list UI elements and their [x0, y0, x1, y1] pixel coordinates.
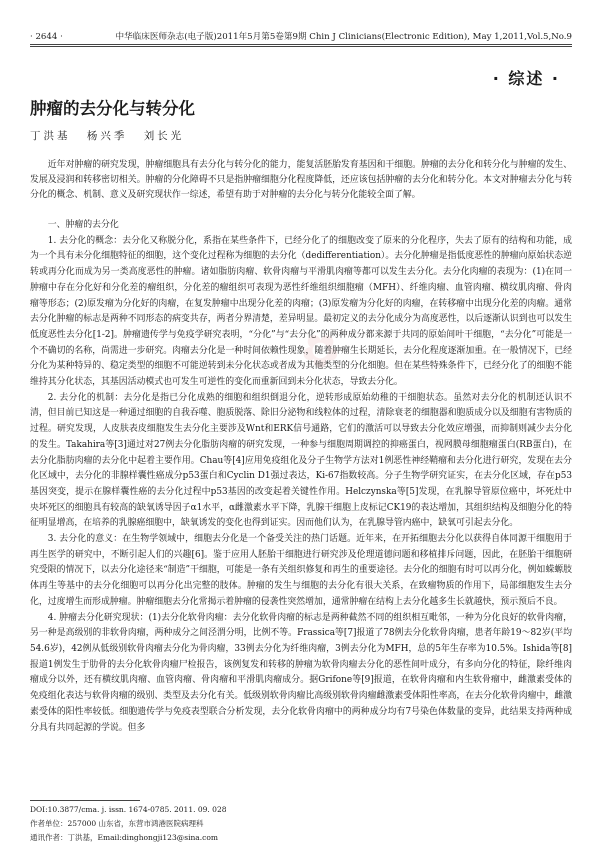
body-paragraph: 4. 肿瘤去分化研究现状：(1)去分化软骨肉瘤：去分化软骨肉瘤的标志是两种截然不同的组织相互毗邻，一种为分化良好的软骨肉瘤，另一种是高级别的非软骨肉瘤，两种成分之间泾渭分明，比例不等。Frassica等[7]报道了78例去分化软骨肉瘤，患者年龄19～82岁(平均54.6岁)，42例从低级别软骨肉瘤去分化为骨肉瘤，33例去分化为纤维肉瘤，3例去分化为MFH，总的5年生存率为10.5%。Ishida等[8]报道1例发生于肋骨的去分化软骨肉瘤尸检报告，该例复发和转移的肿瘤为软骨肉瘤去分化的恶性间叶成分，有多向分化的特征，除纤维肉瘤成分以外，还有横纹肌肉瘤、血管肉瘤、骨肉瘤和平滑肌肉瘤成分。据Grifone等[9]报道，在软骨肉瘤和内生软骨瘤中，雌激素受体的免疫组化表达与软骨肉瘤的级别、类型及去分化有关。低级别软骨肉瘤比高级别软骨肉瘤雌激素受体阳性率高，在去分化软骨肉瘤中，雌激素受体的阳性率较低。细胞遗传学与免疫表型联合分析发现，去分化软骨肉瘤中的两种成分均有7号染色体数量的变异，此结果支持两种成分具有共同起源的学说。但多 — [30, 612, 572, 733]
body-paragraph: 3. 去分化的意义：在生物学领域中，细胞去分化是一个备受关注的热门话题。近年来，在开拓细胞去分化以获得自体同源干细胞用于再生医学的研究中，不断引起人们的兴趣[6]。鉴于应用人胚胎干细胞进行研究涉及伦理道德问题和移植排斥问题，因此，在胚胎干细胞研究受限的情况下，以去分化途径来“制造”干细胞，可能是一条有关组织修复和再生的重要途径。去分化的细胞有时可以再分化，例如蝾螈肢体再生等基中的去分化细胞可以再分化出完整的肢体。肿瘤的发生与细胞的去分化有很大关系，在致瘤物质的作用下，局部细胞发生去分化，过度增生而形成肿瘤。肿瘤细胞去分化常揭示着肿瘤的侵袭性突然增加，通常肿瘤在结构上去分化越多生长就越快，预示预后不良。 — [30, 534, 572, 607]
doi: DOI:10.3877/cma. j. issn. 1674-0785. 2011. 09. 028 — [30, 805, 227, 814]
journal-citation: 中华临床医师杂志(电子版)2011年5月第5卷第9期 Chin J Clinicians(Electronic Edition), May 1,2011,Vol.5,No.9 — [115, 32, 572, 42]
article-title: 肿瘤的去分化与转分化 — [30, 99, 195, 118]
author-name: 刘长光 — [143, 130, 185, 142]
footnote-rule — [30, 800, 140, 801]
header-double-rule — [30, 46, 572, 47]
column-tag: · 综述 · — [492, 69, 560, 88]
author-name: 丁洪基 — [30, 130, 71, 142]
affiliation: 作者单位：257000 山东省，东营市鸿港医院病理科 — [30, 819, 204, 828]
abstract: 近年对肿瘤的研究发现，肿瘤细胞具有去分化与转分化的能力，能复活胚胎发育基因和干细胞。肿瘤的去分化和转分化与肿瘤的发生、发展及浸润和转移密切相关。肿瘤的分化障碍不只是指肿瘤细胞分化程度降低，还应该包括肿瘤的去分化和转分化。本文对肿瘤去分化与转分化的概念、机制、意义及研究现状作一综述，希望有助于对肿瘤的去分化与转分化能较全面了解。 — [30, 160, 572, 201]
body-paragraph: 1. 去分化的概念：去分化又称脱分化，系指在某些条件下，已经分化了的细胞改变了原来的分化程序，失去了原有的结构和功能，成为一个具有未分化细胞特征的细胞，这个变化过程称为细胞的去分化（dedifferentiation）。去分化肿瘤是指低度恶性的肿瘤向原始状态逆转或再分化而成为另一类高度恶性的肿瘤。诸如脂肪肉瘤、软骨肉瘤与平滑肌肉瘤等都可以发生去分化。去分化肉瘤的表现为：(1)在同一肿瘤中存在分化好和分化差的瘤组织，分化差的瘤组织可表现为恶性纤维组织细胞瘤（MFH）、纤维肉瘤、血管肉瘤、横纹肌肉瘤、骨肉瘤等形态；(2)原发瘤为分化好的肉瘤，在复发肿瘤中出现分化差的肉瘤；(3)原发瘤为分化好的肉瘤，在转移瘤中出现分化差的肉瘤。通常去分化肿瘤的标志是两种不同形态的病变共存，两者分界清楚，差异明显。最初定义的去分化成分为高度恶性，以后逐渐认识到也可以发生低度恶性去分化[1-2]。肿瘤遗传学与免疫学研究表明，“分化”与“去分化”的两种成分都来源于共同的原始间叶干细胞，“去分化”可能是一个不确切的名称，尚需进一步研究。肉瘤去分化是一种时间依赖性现象，随着肿瘤生长期延长，去分化程度逐渐加重。在一般情况下，已经分化为某种特异的、稳定类型的细胞不可能逆转到未分化状态或者成为其他类型的分化细胞。但在某些特殊条件下，已经分化了的细胞不能维持其分化状态，其基因活动模式也可发生可逆性的变化而重新回到未分化状态，导致去分化。 — [30, 235, 572, 388]
page-number: · 2644 · — [30, 32, 63, 42]
correspondence: 通讯作者：丁洪基，Email:dinghongji123@sina.com — [30, 833, 218, 842]
body-paragraph: 2. 去分化的机制：去分化是指已分化成熟的细胞和组织倒退分化，逆转形成原始幼稚的干细胞状态。虽然对去分化的机制还认识不清，但目前已知这是一种通过细胞的自我吞噬、胞质脱落、除旧分泌物和线粒体的过程，清除衰老的细胞器和胞质成分以及细胞有害物质的过程。研究发现，人皮肤表皮细胞发生去分化主要涉及Wnt和ERK信号通路，它们的激活可以导致去分化效应增强，而抑制则减少去分化的发生。Takahira等[3]通过对27例去分化脂肪肉瘤的研究发现，一种参与细胞周期调控的抑癌蛋白，视网膜母细胞瘤蛋白(RB蛋白)，在去分化脂肪肉瘤的去分化中起着主要作用。Chau等[4]应用免疫组化及分子生物学方法对1例恶性神经鞘瘤和去分化进行研究，发现在去分化区域中，去分化的非腺样囊性癌成分p53蛋白和Cyclin D1强过表达，Ki-67指数较高。分子生物学研究证实，在去分化区域，存在p53基因突变，提示在腺样囊性癌的去分化过程中p53基因的改变起着关键性作用。Helczynska等[5]发现，在乳腺导管原位癌中，坏死灶中央坏死区的细胞具有较高的缺氧诱导因子α1水平，α雌激素水平下降，乳腺干细胞上皮标记CK19的表达增加，其组织结构及细胞分化的特征明显增高，在培养的乳腺癌细胞中，缺氧诱发的变化也得到证实。因而他们认为，在乳腺导管内癌中，缺氧可引起去分化。 — [30, 392, 572, 529]
author-name: 杨兴季 — [86, 130, 128, 142]
author-list — [30, 128, 194, 143]
running-header — [30, 26, 572, 45]
section-heading: 一、肿瘤的去分化 — [47, 220, 119, 230]
footnotes — [30, 800, 330, 845]
article-body — [30, 218, 572, 788]
watermark: ✿ — [288, 316, 352, 384]
